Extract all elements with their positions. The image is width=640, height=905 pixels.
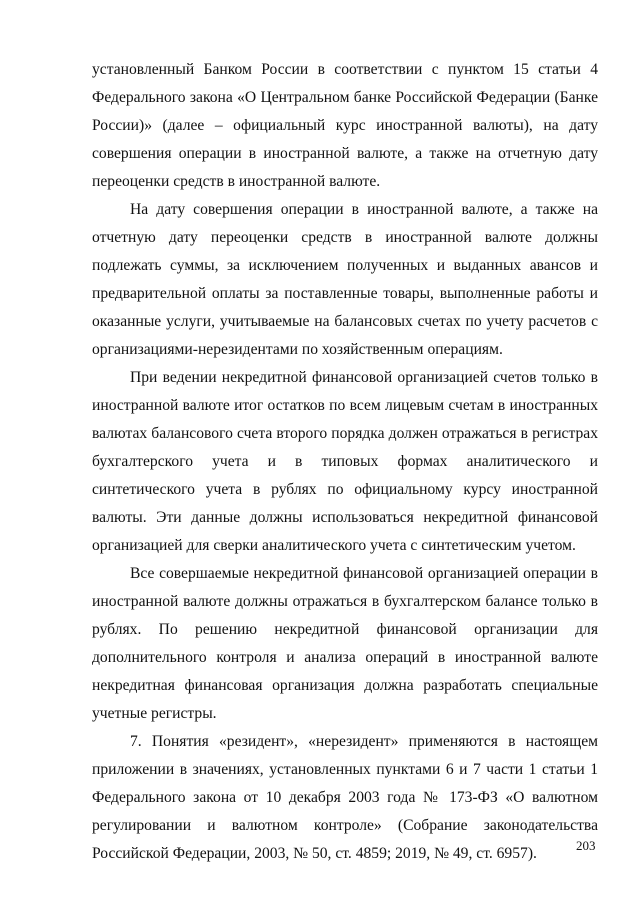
paragraph-foreign-currency-accounts: При ведении некредитной финансовой организацией счетов только в иностранной валюте итог остатков по всем лицевым счетам в иностранных валютах балансового счета второго порядка должен отражаться в регистрах бухгалтерского учета и в типовых формах аналитического и синтетического учета в рублях по официальному курсу иностранной валюты. Эти данные должны использоваться некредитной финансовой организацией для сверки аналитического учета с синтетическим учетом.: [92, 369, 598, 554]
body-text: [92, 56, 598, 868]
paragraph-continuation: установленный Банком России в соответствии с пунктом 15 статьи 4 Федерального закона «О Центральном банке Российской Федерации (Банке России)» (далее – официальный курс иностранной валюты), на дату совершения операции в иностранной валюте, а также на отчетную дату переоценки средств в иностранной валюте.: [92, 61, 598, 190]
paragraph-balance-in-rubles: Все совершаемые некредитной финансовой организацией операции в иностранной валюте должны отражаться в бухгалтерском балансе только в рублях. По решению некредитной финансовой организации для дополнительного контроля и анализа операций в иностранной валюте некредитная финансовая организация должна разработать специальные учетные регистры.: [92, 565, 598, 722]
paragraph-resident-definitions: 7. Понятия «резидент», «нерезидент» применяются в настоящем приложении в значениях, установленных пунктами 6 и 7 части 1 статьи 1 Федерального закона от 10 декабря 2003 года № 173-ФЗ «О валютном регулировании и валютном контроле» (Собрание законодательства Российской Федерации, 2003, № 50, ст. 4859; 2019, № 49, ст. 6957).: [92, 733, 598, 862]
page-number: 203: [576, 838, 596, 853]
paragraph-revaluation-date: На дату совершения операции в иностранной валюте, а также на отчетную дату переоценки средств в иностранной валюте должны подлежать суммы, за исключением полученных и выданных авансов и предварительной оплаты за поставленные товары, выполненные работы и оказанные услуги, учитываемые на балансовых счетах по учету расчетов с организациями-нерезидентами по хозяйственным операциям.: [92, 201, 598, 358]
